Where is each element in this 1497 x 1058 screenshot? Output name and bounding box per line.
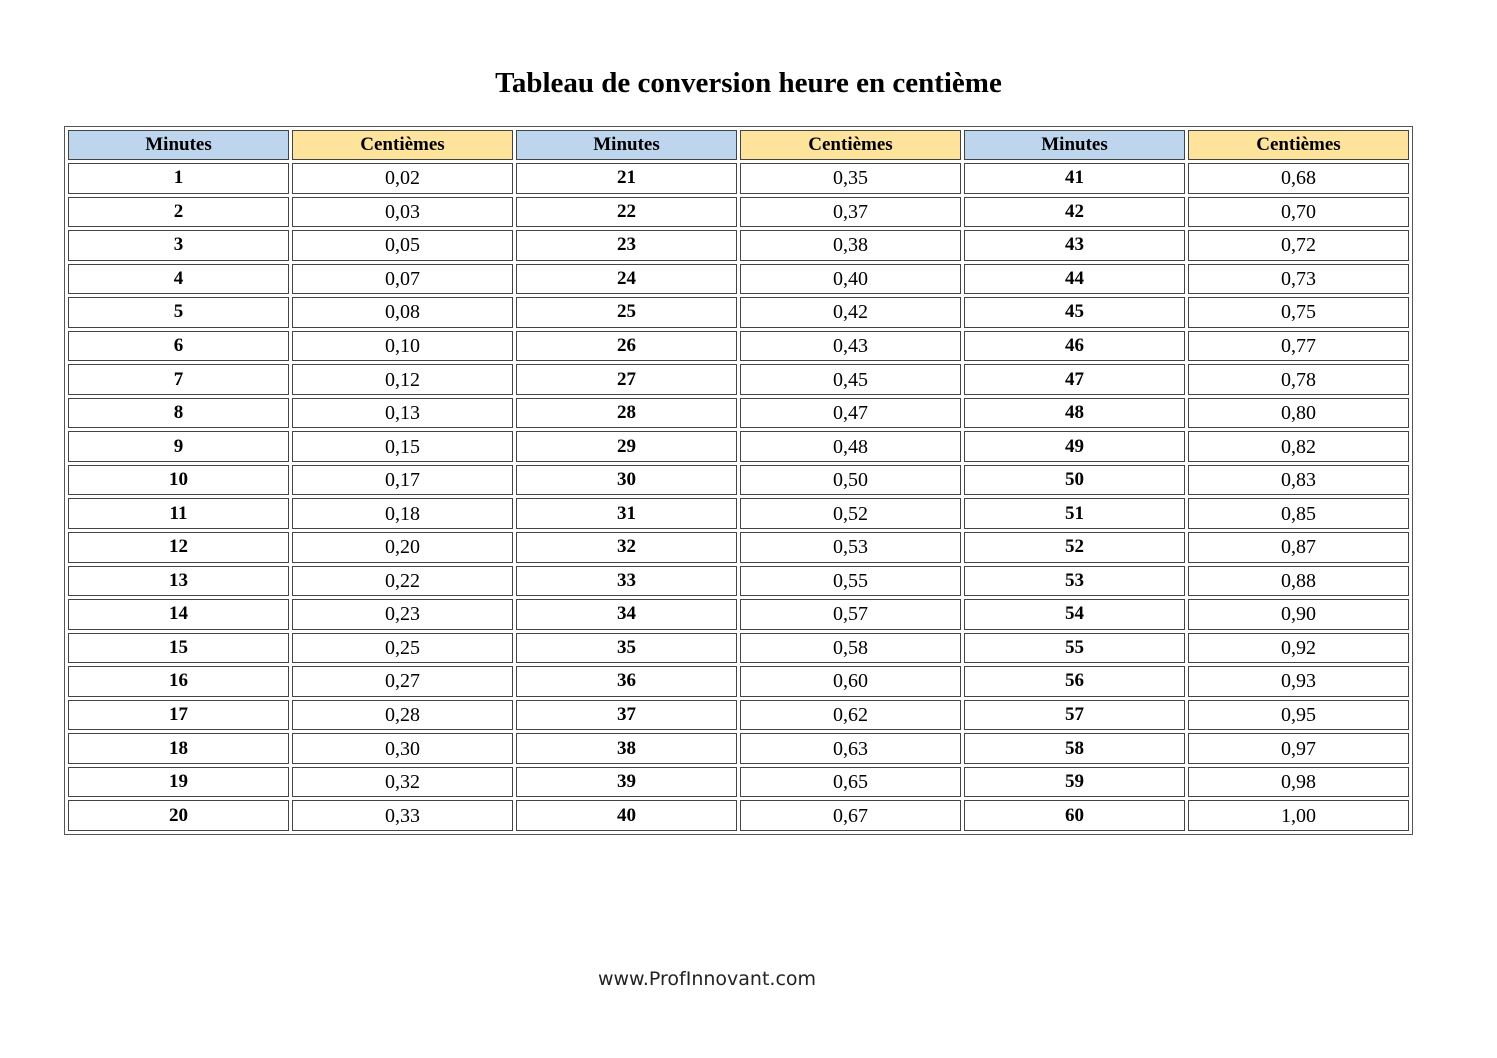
table-row bbox=[68, 398, 1409, 429]
centiemes-cell: 0,62 bbox=[740, 700, 961, 731]
header-centiemes: Centièmes bbox=[740, 130, 961, 160]
centiemes-cell: 0,37 bbox=[740, 197, 961, 228]
table-row bbox=[68, 599, 1409, 630]
header-minutes: Minutes bbox=[964, 130, 1185, 160]
centiemes-cell: 0,65 bbox=[740, 767, 961, 798]
minutes-cell: 24 bbox=[516, 264, 737, 295]
centiemes-cell: 0,95 bbox=[1188, 700, 1409, 731]
minutes-cell: 34 bbox=[516, 599, 737, 630]
minutes-cell: 31 bbox=[516, 498, 737, 529]
centiemes-cell: 0,33 bbox=[292, 800, 513, 831]
minutes-cell: 50 bbox=[964, 465, 1185, 496]
centiemes-cell: 0,42 bbox=[740, 297, 961, 328]
centiemes-cell: 0,58 bbox=[740, 633, 961, 664]
minutes-cell: 48 bbox=[964, 398, 1185, 429]
centiemes-cell: 0,57 bbox=[740, 599, 961, 630]
minutes-cell: 9 bbox=[68, 431, 289, 462]
minutes-cell: 29 bbox=[516, 431, 737, 462]
minutes-cell: 15 bbox=[68, 633, 289, 664]
minutes-cell: 58 bbox=[964, 733, 1185, 764]
table-header-row bbox=[68, 130, 1409, 160]
centiemes-cell: 0,87 bbox=[1188, 532, 1409, 563]
centiemes-cell: 0,17 bbox=[292, 465, 513, 496]
centiemes-cell: 0,35 bbox=[740, 163, 961, 194]
centiemes-cell: 0,98 bbox=[1188, 767, 1409, 798]
minutes-cell: 3 bbox=[68, 230, 289, 261]
table-row bbox=[68, 264, 1409, 295]
minutes-cell: 19 bbox=[68, 767, 289, 798]
minutes-cell: 6 bbox=[68, 331, 289, 362]
minutes-cell: 11 bbox=[68, 498, 289, 529]
minutes-cell: 32 bbox=[516, 532, 737, 563]
minutes-cell: 38 bbox=[516, 733, 737, 764]
minutes-cell: 40 bbox=[516, 800, 737, 831]
header-minutes: Minutes bbox=[516, 130, 737, 160]
table-row bbox=[68, 700, 1409, 731]
minutes-cell: 35 bbox=[516, 633, 737, 664]
header-minutes: Minutes bbox=[68, 130, 289, 160]
page-title: Tableau de conversion heure en centième bbox=[495, 67, 1002, 99]
centiemes-cell: 0,80 bbox=[1188, 398, 1409, 429]
minutes-cell: 53 bbox=[964, 566, 1185, 597]
centiemes-cell: 0,92 bbox=[1188, 633, 1409, 664]
centiemes-cell: 0,18 bbox=[292, 498, 513, 529]
centiemes-cell: 0,52 bbox=[740, 498, 961, 529]
table-row bbox=[68, 163, 1409, 194]
table-row bbox=[68, 666, 1409, 697]
centiemes-cell: 0,05 bbox=[292, 230, 513, 261]
minutes-cell: 47 bbox=[964, 364, 1185, 395]
table-row bbox=[68, 297, 1409, 328]
centiemes-cell: 0,12 bbox=[292, 364, 513, 395]
minutes-cell: 20 bbox=[68, 800, 289, 831]
centiemes-cell: 0,32 bbox=[292, 767, 513, 798]
minutes-cell: 57 bbox=[964, 700, 1185, 731]
minutes-cell: 36 bbox=[516, 666, 737, 697]
centiemes-cell: 0,83 bbox=[1188, 465, 1409, 496]
minutes-cell: 27 bbox=[516, 364, 737, 395]
minutes-cell: 37 bbox=[516, 700, 737, 731]
table-row bbox=[68, 800, 1409, 831]
footer-url: www.ProfInnovant.com bbox=[597, 968, 817, 990]
centiemes-cell: 0,75 bbox=[1188, 297, 1409, 328]
table-row bbox=[68, 364, 1409, 395]
minutes-cell: 42 bbox=[964, 197, 1185, 228]
conversion-table bbox=[64, 126, 1413, 835]
minutes-cell: 39 bbox=[516, 767, 737, 798]
table-row bbox=[68, 331, 1409, 362]
header-centiemes: Centièmes bbox=[1188, 130, 1409, 160]
minutes-cell: 59 bbox=[964, 767, 1185, 798]
centiemes-cell: 0,73 bbox=[1188, 264, 1409, 295]
centiemes-cell: 0,25 bbox=[292, 633, 513, 664]
centiemes-cell: 0,67 bbox=[740, 800, 961, 831]
minutes-cell: 60 bbox=[964, 800, 1185, 831]
minutes-cell: 55 bbox=[964, 633, 1185, 664]
centiemes-cell: 0,77 bbox=[1188, 331, 1409, 362]
centiemes-cell: 0,53 bbox=[740, 532, 961, 563]
header-centiemes: Centièmes bbox=[292, 130, 513, 160]
table-row bbox=[68, 230, 1409, 261]
minutes-cell: 21 bbox=[516, 163, 737, 194]
minutes-cell: 12 bbox=[68, 532, 289, 563]
centiemes-cell: 0,07 bbox=[292, 264, 513, 295]
centiemes-cell: 0,45 bbox=[740, 364, 961, 395]
minutes-cell: 10 bbox=[68, 465, 289, 496]
centiemes-cell: 0,03 bbox=[292, 197, 513, 228]
centiemes-cell: 0,15 bbox=[292, 431, 513, 462]
minutes-cell: 16 bbox=[68, 666, 289, 697]
minutes-cell: 17 bbox=[68, 700, 289, 731]
centiemes-cell: 0,08 bbox=[292, 297, 513, 328]
table-row bbox=[68, 465, 1409, 496]
centiemes-cell: 0,23 bbox=[292, 599, 513, 630]
minutes-cell: 33 bbox=[516, 566, 737, 597]
centiemes-cell: 0,82 bbox=[1188, 431, 1409, 462]
centiemes-cell: 1,00 bbox=[1188, 800, 1409, 831]
minutes-cell: 46 bbox=[964, 331, 1185, 362]
centiemes-cell: 0,85 bbox=[1188, 498, 1409, 529]
minutes-cell: 26 bbox=[516, 331, 737, 362]
centiemes-cell: 0,55 bbox=[740, 566, 961, 597]
centiemes-cell: 0,27 bbox=[292, 666, 513, 697]
minutes-cell: 8 bbox=[68, 398, 289, 429]
centiemes-cell: 0,60 bbox=[740, 666, 961, 697]
centiemes-cell: 0,68 bbox=[1188, 163, 1409, 194]
minutes-cell: 52 bbox=[964, 532, 1185, 563]
minutes-cell: 28 bbox=[516, 398, 737, 429]
table-row bbox=[68, 733, 1409, 764]
minutes-cell: 49 bbox=[964, 431, 1185, 462]
centiemes-cell: 0,43 bbox=[740, 331, 961, 362]
centiemes-cell: 0,63 bbox=[740, 733, 961, 764]
centiemes-cell: 0,22 bbox=[292, 566, 513, 597]
minutes-cell: 18 bbox=[68, 733, 289, 764]
minutes-cell: 1 bbox=[68, 163, 289, 194]
centiemes-cell: 0,93 bbox=[1188, 666, 1409, 697]
centiemes-cell: 0,13 bbox=[292, 398, 513, 429]
centiemes-cell: 0,47 bbox=[740, 398, 961, 429]
centiemes-cell: 0,40 bbox=[740, 264, 961, 295]
centiemes-cell: 0,78 bbox=[1188, 364, 1409, 395]
centiemes-cell: 0,48 bbox=[740, 431, 961, 462]
minutes-cell: 43 bbox=[964, 230, 1185, 261]
minutes-cell: 4 bbox=[68, 264, 289, 295]
centiemes-cell: 0,30 bbox=[292, 733, 513, 764]
centiemes-cell: 0,10 bbox=[292, 331, 513, 362]
minutes-cell: 23 bbox=[516, 230, 737, 261]
minutes-cell: 41 bbox=[964, 163, 1185, 194]
centiemes-cell: 0,88 bbox=[1188, 566, 1409, 597]
centiemes-cell: 0,70 bbox=[1188, 197, 1409, 228]
minutes-cell: 44 bbox=[964, 264, 1185, 295]
minutes-cell: 25 bbox=[516, 297, 737, 328]
minutes-cell: 7 bbox=[68, 364, 289, 395]
table-body bbox=[68, 163, 1409, 831]
minutes-cell: 2 bbox=[68, 197, 289, 228]
centiemes-cell: 0,90 bbox=[1188, 599, 1409, 630]
minutes-cell: 22 bbox=[516, 197, 737, 228]
table-row bbox=[68, 532, 1409, 563]
table-row bbox=[68, 431, 1409, 462]
table-row bbox=[68, 566, 1409, 597]
table-row bbox=[68, 633, 1409, 664]
minutes-cell: 56 bbox=[964, 666, 1185, 697]
table-row bbox=[68, 197, 1409, 228]
centiemes-cell: 0,38 bbox=[740, 230, 961, 261]
table-row bbox=[68, 767, 1409, 798]
minutes-cell: 51 bbox=[964, 498, 1185, 529]
minutes-cell: 30 bbox=[516, 465, 737, 496]
centiemes-cell: 0,50 bbox=[740, 465, 961, 496]
minutes-cell: 45 bbox=[964, 297, 1185, 328]
minutes-cell: 14 bbox=[68, 599, 289, 630]
minutes-cell: 13 bbox=[68, 566, 289, 597]
centiemes-cell: 0,97 bbox=[1188, 733, 1409, 764]
minutes-cell: 5 bbox=[68, 297, 289, 328]
table-row bbox=[68, 498, 1409, 529]
centiemes-cell: 0,02 bbox=[292, 163, 513, 194]
minutes-cell: 54 bbox=[964, 599, 1185, 630]
centiemes-cell: 0,28 bbox=[292, 700, 513, 731]
centiemes-cell: 0,20 bbox=[292, 532, 513, 563]
centiemes-cell: 0,72 bbox=[1188, 230, 1409, 261]
